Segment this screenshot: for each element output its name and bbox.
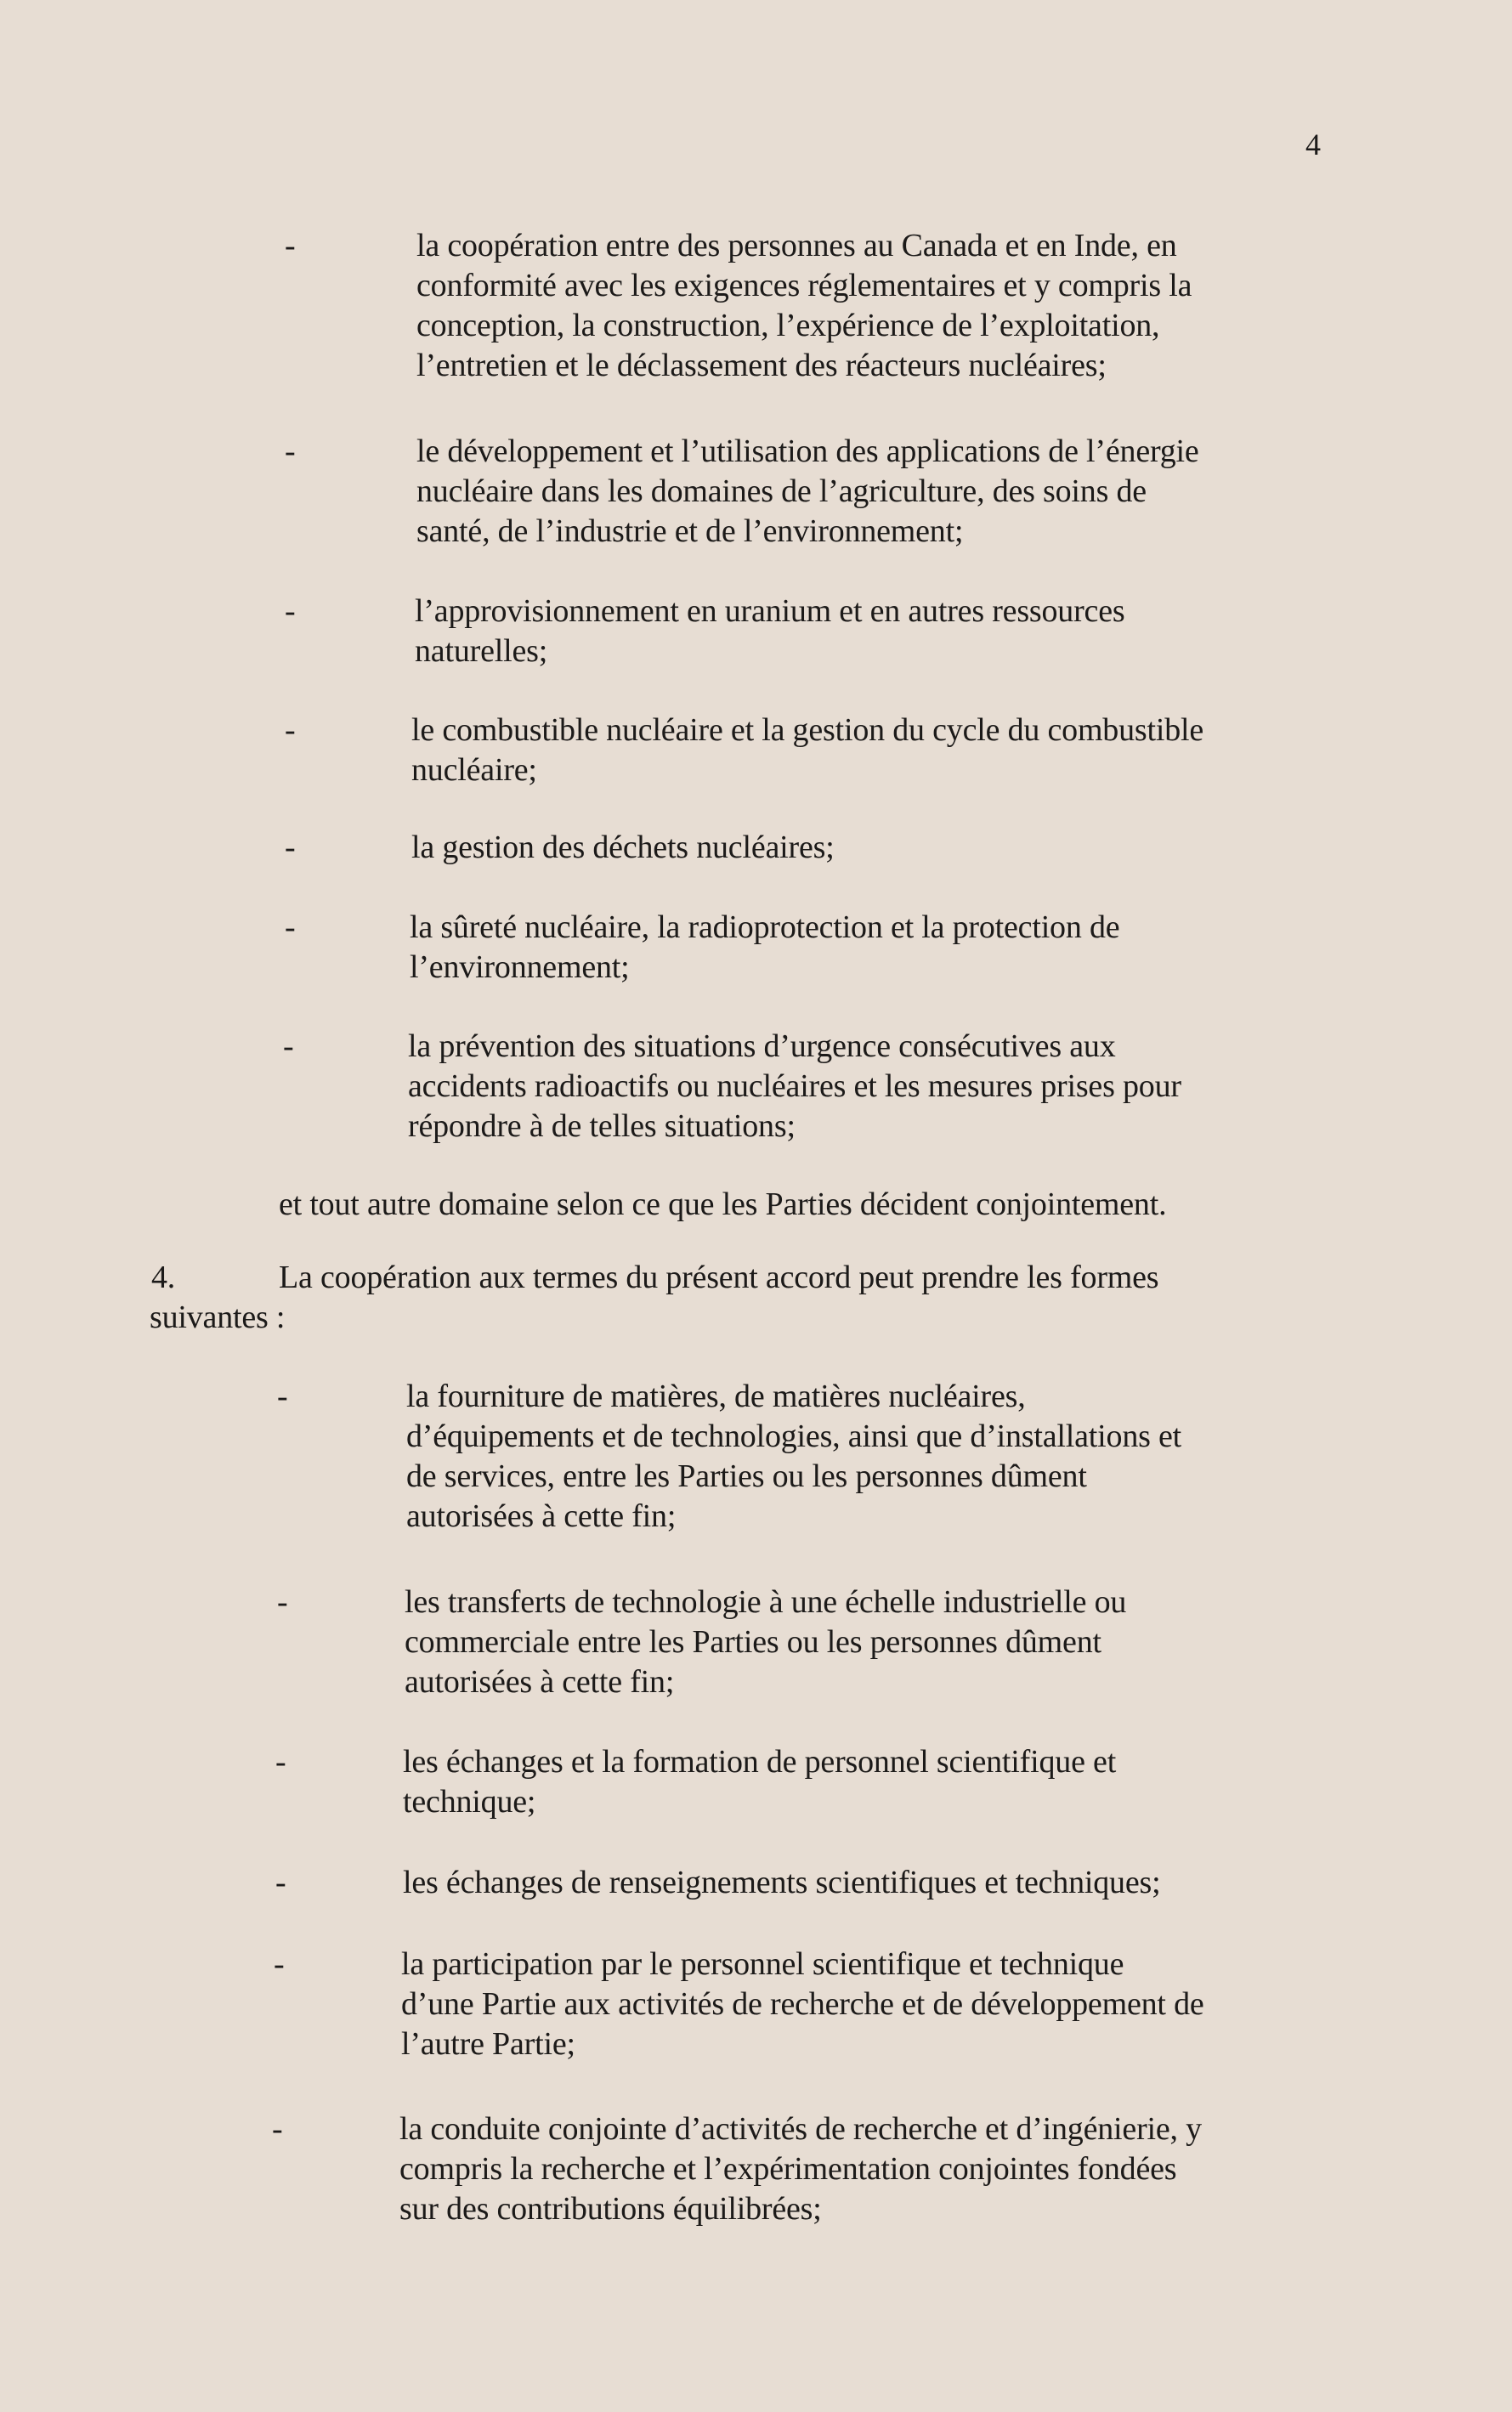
section-text-line: La coopération aux termes du présent accord peut prendre les formes xyxy=(279,1260,1159,1295)
section-text-line: suivantes : xyxy=(150,1299,286,1335)
list-item-line: l’approvisionnement en uranium et en autres ressources xyxy=(415,593,1125,629)
closing-line: et tout autre domaine selon ce que les Parties décident conjointement. xyxy=(279,1186,1167,1222)
list-item-line: la conduite conjointe d’activités de recherche et d’ingénierie, y xyxy=(399,2111,1202,2147)
list-dash: - xyxy=(272,2111,283,2147)
list-dash: - xyxy=(275,1865,286,1900)
list-dash: - xyxy=(285,909,296,945)
list-dash: - xyxy=(285,593,296,629)
list-dash: - xyxy=(283,1028,294,1064)
list-dash: - xyxy=(277,1379,288,1414)
list-item-line: commerciale entre les Parties ou les personnes dûment xyxy=(405,1624,1101,1660)
list-item-line: la coopération entre des personnes au Canada et en Inde, en xyxy=(416,228,1177,263)
list-item-line: la fourniture de matières, de matières nucléaires, xyxy=(406,1379,1026,1414)
page-number: 4 xyxy=(1305,127,1321,161)
list-item-line: nucléaire; xyxy=(411,752,537,788)
list-item-line: santé, de l’industrie et de l’environnement; xyxy=(416,513,964,549)
list-item-line: la prévention des situations d’urgence consécutives aux xyxy=(408,1028,1116,1064)
list-dash: - xyxy=(285,433,296,469)
list-item-line: la gestion des déchets nucléaires; xyxy=(411,829,835,865)
list-item-line: la participation par le personnel scientifique et technique xyxy=(401,1946,1124,1982)
list-item-line: technique; xyxy=(403,1784,536,1820)
list-item-line: sur des contributions équilibrées; xyxy=(399,2191,822,2227)
list-item-line: conformité avec les exigences réglementaires et y compris la xyxy=(416,268,1192,303)
list-item-line: autorisées à cette fin; xyxy=(406,1498,677,1534)
list-dash: - xyxy=(285,712,296,748)
list-dash: - xyxy=(275,1744,286,1780)
list-dash: - xyxy=(285,228,296,263)
list-dash: - xyxy=(285,829,296,865)
list-item-line: la sûreté nucléaire, la radioprotection et la protection de xyxy=(410,909,1120,945)
list-item-line: nucléaire dans les domaines de l’agriculture, des soins de xyxy=(416,473,1147,509)
list-item-line: les transferts de technologie à une échelle industrielle ou xyxy=(405,1584,1127,1620)
list-item-line: le combustible nucléaire et la gestion du cycle du combustible xyxy=(411,712,1204,748)
list-dash: - xyxy=(274,1946,285,1982)
list-item-line: les échanges de renseignements scientifiques et techniques; xyxy=(403,1865,1161,1900)
list-item-line: d’équipements et de technologies, ainsi que d’installations et xyxy=(406,1418,1182,1454)
list-item-line: naturelles; xyxy=(415,633,548,669)
list-item-line: l’environnement; xyxy=(410,949,630,985)
section-number: 4. xyxy=(151,1260,176,1295)
list-item-line: accidents radioactifs ou nucléaires et les mesures prises pour xyxy=(408,1068,1181,1104)
list-item-line: autorisées à cette fin; xyxy=(405,1664,675,1700)
list-item-line: conception, la construction, l’expérience de l’exploitation, xyxy=(416,308,1160,343)
list-item-line: le développement et l’utilisation des applications de l’énergie xyxy=(416,433,1199,469)
list-item-line: répondre à de telles situations; xyxy=(408,1108,796,1144)
list-item-line: les échanges et la formation de personnel scientifique et xyxy=(403,1744,1117,1780)
list-item-line: compris la recherche et l’expérimentation conjointes fondées xyxy=(399,2151,1177,2187)
list-item-line: d’une Partie aux activités de recherche et de développement de xyxy=(401,1986,1204,2022)
list-dash: - xyxy=(277,1584,288,1620)
list-item-line: l’entretien et le déclassement des réacteurs nucléaires; xyxy=(416,348,1107,383)
list-item-line: de services, entre les Parties ou les personnes dûment xyxy=(406,1458,1087,1494)
list-item-line: l’autre Partie; xyxy=(401,2026,575,2062)
